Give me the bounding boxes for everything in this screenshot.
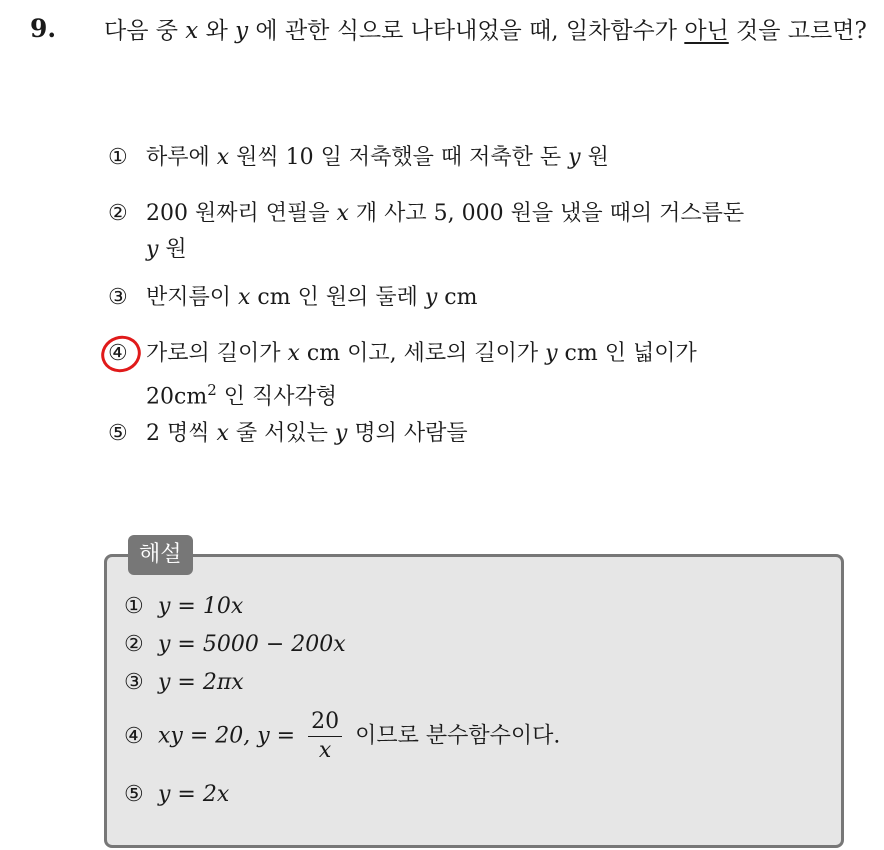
choice-1[interactable]: ① 하루에 x 원씩 10 일 저축했을 때 저축한 돈 y 원 (108, 145, 609, 170)
fraction: $\frac{20}{x}$ (308, 708, 342, 765)
choice-4[interactable]: ④ 가로의 길이가 x cm 이고, 세로의 길이가 y cm 인 넓이가 $20cm^2$ 인 직사각형 (108, 341, 697, 410)
solution-line-3: ③ y = 2πx (124, 670, 244, 695)
solution-line-2: ② y = 5000 − 200x (124, 632, 346, 657)
choice-3[interactable]: ③ 반지름이 x cm 인 원의 둘레 y cm (108, 285, 478, 310)
solution-line-5: ⑤ y = 2x (124, 782, 230, 807)
choice-2[interactable]: ② 200 원짜리 연필을 x 개 사고 5, 000 원을 냈을 때의 거스름돈 y 원 (108, 201, 745, 262)
emphasis-not: 아닌 (684, 18, 729, 44)
solution-title: 해설 (128, 535, 193, 575)
question-number: 9. (30, 14, 57, 43)
choice-5[interactable]: ⑤ 2 명씩 x 줄 서있는 y 명의 사람들 (108, 421, 468, 446)
solution-line-1: ① y = 10x (124, 594, 244, 619)
solution-line-4: ④ xy = 20, y = $\frac{20}{x}$ 이므로 분수함수이다. (124, 709, 561, 763)
question-text: 다음 중 x 와 y 에 관한 식으로 나타내었을 때, 일차함수가 아닌 것을 고르면? (104, 18, 867, 44)
